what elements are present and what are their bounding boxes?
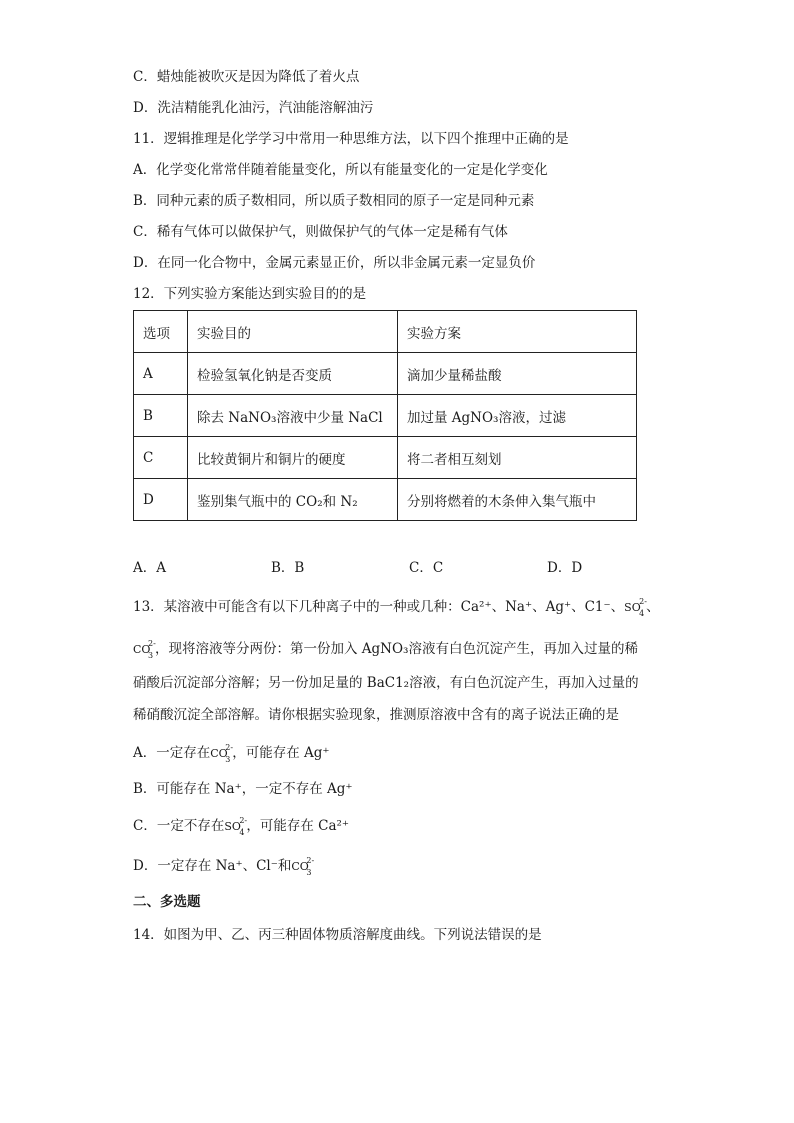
q12-options [133, 558, 653, 578]
table-header-row [134, 311, 637, 353]
q12-option-c[interactable]: C．C [409, 560, 444, 576]
q12-table [133, 310, 637, 521]
q10-option-c: C．蜡烛能被吹灭是因为降低了着火点 [133, 69, 360, 85]
carbonate-ion: CO 2- 3 [291, 856, 315, 877]
table-cell: A [134, 353, 188, 395]
q12-option-a[interactable]: A．A [133, 560, 166, 576]
table-cell: 分别将燃着的木条伸入集气瓶中 [398, 479, 637, 521]
sulfate-ion: SO 2- 4 [624, 597, 647, 618]
q13-stem-line1: 13．某溶液中可能含有以下几种离子中的一种或几种：Ca²⁺、Na⁺、Ag⁺、C1⁻、 SO 2- 4 、 [133, 597, 660, 618]
table-cell: 比较黄铜片和铜片的硬度 [188, 437, 398, 479]
q12-option-b[interactable]: B．B [271, 560, 305, 576]
table-cell: C [134, 437, 188, 479]
table-cell: D [134, 479, 188, 521]
q13-stem-text: 13．某溶液中可能含有以下几种离子中的一种或几种：Ca²⁺、Na⁺、Ag⁺、C1⁻、 [133, 599, 625, 615]
section-heading: 二、多选题 [133, 894, 201, 910]
q12-option-d[interactable]: D．D [547, 560, 583, 576]
q11-option-c: C．稀有气体可以做保护气，则做保护气的气体一定是稀有气体 [133, 224, 508, 240]
q13-stem-line3: 硝酸后沉淀部分溶解；另一份加足量的 BaC1₂溶液，有白色沉淀产生，再加入过量的 [133, 675, 639, 691]
q13-stem-text: ，现将溶液等分两份：第一份加入 AgNO₃溶液有白色沉淀产生，再加入过量的稀 [155, 641, 638, 657]
q13-option-d[interactable]: D．一定存在 Na⁺、Cl⁻和 CO 2- 3 [133, 856, 315, 877]
table-cell: 加过量 AgNO₃溶液，过滤 [398, 395, 637, 437]
q14-stem: 14．如图为甲、乙、丙三种固体物质溶解度曲线。下列说法错误的是 [133, 927, 542, 943]
table-cell: 除去 NaNO₃溶液中少量 NaCl [188, 395, 398, 437]
table-row [134, 353, 637, 395]
q13-option-a[interactable]: A．一定存在 CO 2- 3 ，可能存在 Ag⁺ [133, 743, 330, 764]
carbonate-ion: CO 2- 3 [133, 639, 156, 660]
table-cell: 将二者相互刻划 [398, 437, 637, 479]
q13-stem-line4: 稀硝酸沉淀全部溶解。请你根据实验现象，推测原溶液中含有的离子说法正确的是 [133, 707, 619, 723]
table-cell: 滴加少量稀盐酸 [398, 353, 637, 395]
q13-option-c[interactable]: C．一定不存在 SO 2- 4 ，可能存在 Ca²⁺ [133, 816, 350, 837]
table-cell: 鉴别集气瓶中的 CO₂和 N₂ [188, 479, 398, 521]
q11-option-a: A．化学变化常常伴随着能量变化，所以有能量变化的一定是化学变化 [133, 162, 548, 178]
sulfate-ion: SO 2- 4 [224, 816, 248, 837]
table-header-cell: 实验方案 [398, 311, 637, 353]
table-row [134, 479, 637, 521]
table-row [134, 395, 637, 437]
table-row [134, 437, 637, 479]
q11-option-b: B．同种元素的质子数相同，所以质子数相同的原子一定是同种元素 [133, 193, 535, 209]
q11-stem: 11．逻辑推理是化学学习中常用一种思维方法，以下四个推理中正确的是 [133, 131, 569, 147]
q12-stem: 12．下列实验方案能达到实验目的的是 [133, 286, 367, 302]
q11-option-d: D．在同一化合物中，金属元素显正价，所以非金属元素一定显负价 [133, 255, 536, 271]
q10-option-d: D．洗洁精能乳化油污，汽油能溶解油污 [133, 100, 374, 116]
table-header-cell: 实验目的 [188, 311, 398, 353]
q13-stem-line2 [133, 638, 638, 659]
table-cell: 检验氢氧化钠是否变质 [188, 353, 398, 395]
table-cell: B [134, 395, 188, 437]
table-header-cell: 选项 [134, 311, 188, 353]
carbonate-ion: CO 2- 3 [210, 743, 234, 764]
q13-option-b[interactable]: B．可能存在 Na⁺，一定不存在 Ag⁺ [133, 781, 353, 797]
